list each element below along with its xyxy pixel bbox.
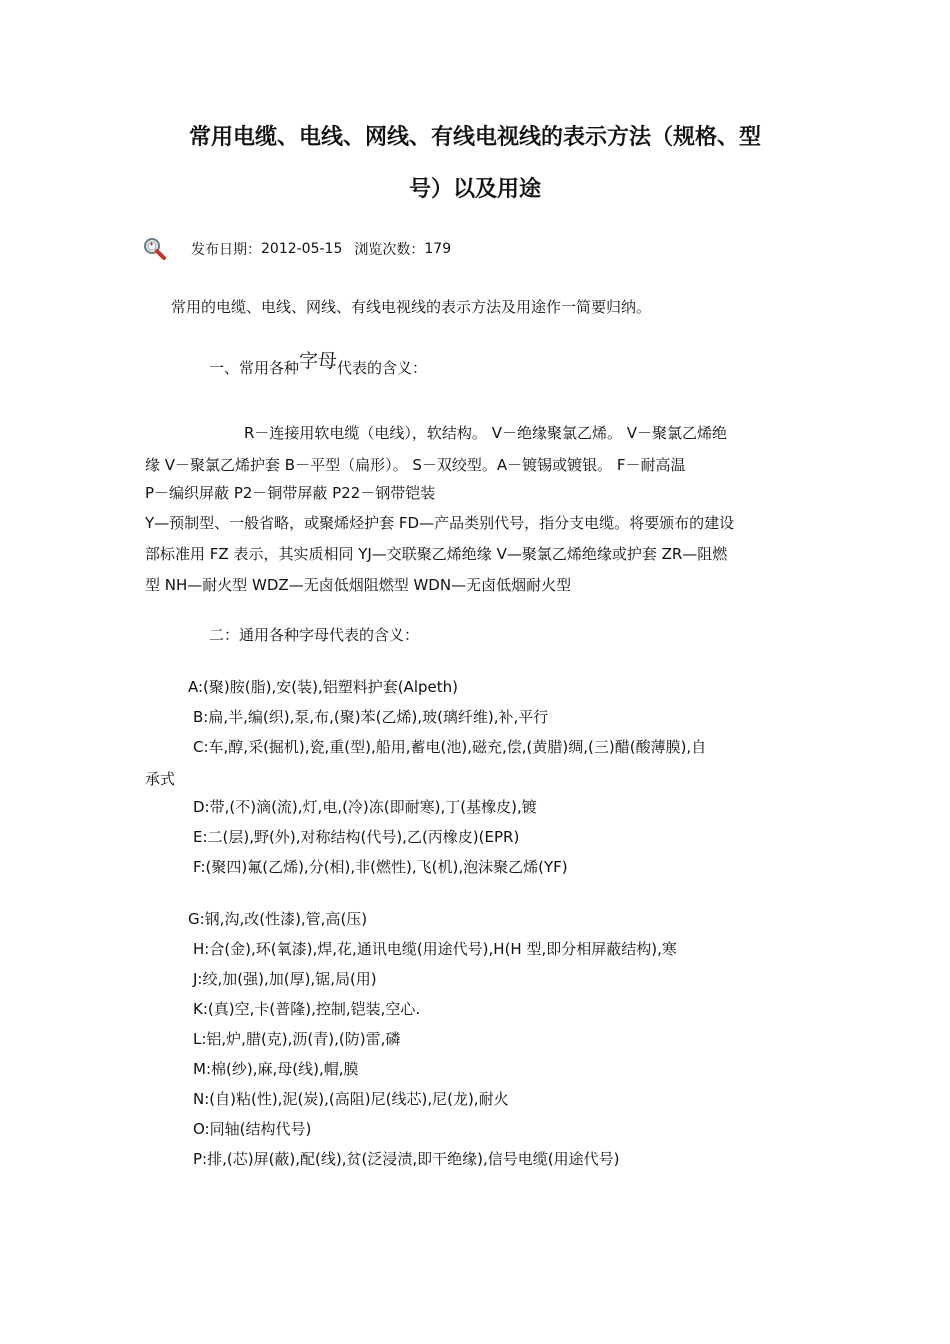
section1-heading-big: 字母: [299, 350, 338, 372]
search-magnifier-icon[interactable]: [143, 237, 167, 261]
list-item-k: K:(真)空,卡(普隆),控制,铠装,空心.: [193, 1000, 421, 1018]
views-value: 179: [424, 241, 452, 257]
list-item-n: N:(自)粘(性),泥(炭),(高阻)尼(线芯),尼(龙),耐火: [193, 1090, 509, 1108]
list-item-c: C:车,醇,采(掘机),瓷,重(型),船用,蓄电(池),磁充,偿,(黄腊)绸,(三)醋(酸薄膜),自: [193, 738, 707, 756]
list-item-f: F:(聚四)氟(乙烯),分(相),非(燃性),飞(机),泡沫聚乙烯(YF): [193, 858, 568, 876]
date-value: 2012-05-15: [261, 241, 343, 257]
page-title-line1: 常用电缆、电线、网线、有线电视线的表示方法（规格、型: [188, 125, 761, 150]
section1-line-2: 缘 V－聚氯乙烯护套 B－平型（扁形）。 S－双绞型。A－镀锡或镀银。 F－耐高温: [145, 456, 686, 474]
views-label: 浏览次数：: [354, 242, 425, 258]
section2-heading: 二：通用各种字母代表的含义：: [209, 626, 420, 644]
list-item-e: E:二(层),野(外),对称结构(代号),乙(丙橡皮)(EPR): [193, 828, 520, 846]
list-item-d: D:带,(不)滴(流),灯,电,(冷)冻(即耐寒),丁(基橡皮),镀: [193, 798, 537, 816]
section1-line-1: R－连接用软电缆（电线），软结构。 V－绝缘聚氯乙烯。 V－聚氯乙烯绝: [244, 424, 727, 442]
section1-line-6: 型 NH—耐火型 WDZ—无卤低烟阻燃型 WDN—无卤低烟耐火型: [145, 576, 572, 594]
page-title-line2: 号）以及用途: [408, 177, 541, 202]
list-item-p: P:排,(芯)屏(蔽),配(线),贫(泛浸渍,即干绝缘),信号电缆(用途代号): [193, 1150, 620, 1168]
list-item-a: A:(聚)胺(脂),安(装),铝塑料护套(Alpeth): [188, 678, 458, 696]
section1-heading-prefix: 一、常用各种: [209, 359, 300, 377]
list-item-j: J:绞,加(强),加(厚),锯,局(用): [193, 970, 377, 988]
list-item-b: B:扁,半,编(织),泵,布,(聚)苯(乙烯),玻(璃纤维),补,平行: [193, 708, 549, 726]
section1-line-3: P－编织屏蔽 P2－铜带屏蔽 P22－钢带铠装: [145, 484, 436, 502]
intro-text: 常用的电缆、电线、网线、有线电视线的表示方法及用途作一简要归纳。: [171, 298, 652, 316]
list-item-g: G:钢,沟,改(性漆),管,高(压): [188, 910, 368, 928]
date-label: 发布日期：: [191, 242, 261, 258]
list-item-m: M:棉(纱),麻,母(线),帽,膜: [193, 1060, 359, 1078]
section1-line-4: Y—预制型、一般省略，或聚烯烃护套 FD—产品类别代号，指分支电缆。将要颁布的建设: [145, 514, 735, 532]
list-item-h: H:合(金),环(氧漆),焊,花,通讯电缆(用途代号),H(H 型,即分相屏蔽结构),寒: [193, 940, 677, 958]
section1-line-5: 部标准用 FZ 表示，其实质相同 YJ—交联聚乙烯绝缘 V—聚氯乙烯绝缘或护套 ZR—阻燃: [145, 545, 728, 563]
list-item-o: O:同轴(结构代号): [193, 1120, 312, 1138]
section1-heading-suffix: 代表的含义：: [337, 359, 428, 377]
list-item-c-cont: 承式: [145, 770, 176, 788]
section1-heading: [209, 350, 428, 378]
meta-info: [143, 236, 451, 262]
list-item-l: L:铝,炉,腊(克),沥(青),(防)雷,磷: [193, 1030, 401, 1048]
